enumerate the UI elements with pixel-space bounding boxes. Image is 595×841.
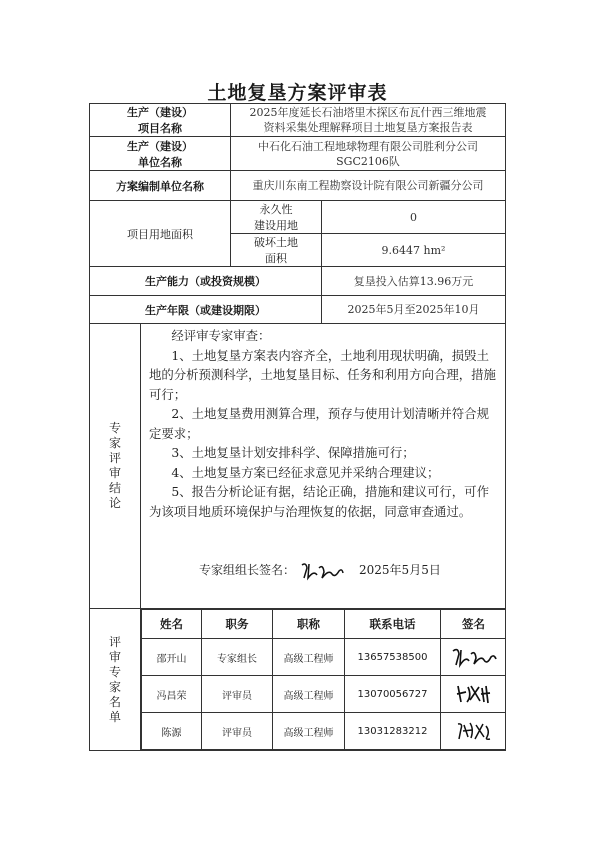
reviewer-name: 陈源 (142, 713, 202, 750)
period-value: 2025年5月至2025年10月 (322, 296, 506, 324)
row-conclusion (90, 324, 506, 609)
leader-sign-date: 2025年5月5日 (359, 563, 441, 578)
row-unit-name (90, 137, 506, 171)
project-name-label: 生产（建设） 项目名称 (90, 104, 231, 137)
conclusion-item-2: 2、土地复垦费用测算合理，预存与使用计划清晰并符合规定要求； (149, 406, 489, 441)
damaged-land-label: 破坏土地 面积 (231, 234, 322, 267)
conclusion-item-3: 3、土地复垦计划安排科学、保障措施可行； (171, 445, 415, 460)
capacity-value: 复垦投入估算13.96万元 (322, 267, 506, 296)
header-signature: 签名 (441, 610, 506, 639)
land-area-label: 项目用地面积 (90, 201, 231, 267)
table-row (142, 676, 506, 713)
row-reviewers (90, 609, 506, 751)
leader-sign-label: 专家组组长签名： (199, 563, 296, 578)
header-phone: 联系电话 (345, 610, 441, 639)
row-permanent-land (90, 201, 506, 234)
row-compiler (90, 171, 506, 201)
reviewer-phone: 13070056727 (345, 676, 441, 713)
signature-image (454, 719, 494, 743)
table-row (142, 713, 506, 750)
header-title: 职称 (273, 610, 345, 639)
conclusion-text (141, 324, 506, 609)
unit-name-value: 中石化石油工程地球物理有限公司胜利分公司 SGC2106队 (231, 137, 506, 171)
reviewer-title: 高级工程师 (273, 639, 345, 676)
compiler-value: 重庆川东南工程勘察设计院有限公司新疆分公司 (231, 171, 506, 201)
page-title: 土地复垦方案评审表 (207, 82, 388, 104)
conclusion-item-1: 1、土地复垦方案表内容齐全，土地利用现状明确，损毁土地的分析预测科学，土地复垦目标、任务和利用方向合理，措施可行； (149, 347, 496, 402)
reviewer-title: 高级工程师 (273, 676, 345, 713)
header-role: 职务 (202, 610, 273, 639)
conclusion-item-4: 4、土地复垦方案已经征求意见并采纳合理建议； (171, 464, 440, 480)
damaged-land-value: 9.6447 hm² (322, 234, 506, 267)
review-table (89, 103, 506, 751)
reviewer-signature (441, 713, 506, 750)
reviewer-name: 邵开山 (142, 639, 202, 676)
leader-signature (299, 560, 345, 582)
reviewer-name: 冯昌荣 (142, 676, 202, 713)
conclusion-intro: 经评审专家审查： (171, 328, 271, 343)
reviewer-phone: 13031283212 (345, 713, 441, 750)
reviewer-phone: 13657538500 (345, 639, 441, 676)
signature-image (450, 645, 498, 669)
reviewer-signature (441, 639, 506, 676)
table-row (142, 639, 506, 676)
reviewer-role: 专家组长 (202, 639, 273, 676)
reviewer-title: 高级工程师 (273, 713, 345, 750)
reviewers-header-row (142, 610, 506, 639)
signature-image (454, 682, 494, 706)
reviewers-table (141, 609, 506, 750)
leader-sign-row (199, 560, 441, 582)
conclusion-side-label: 专 家 评 审 结 论 (90, 324, 141, 609)
project-name-value: 2025年度延长石油塔里木探区布瓦什西三维地震 资料采集处理解释项目土地复垦方案报告表 (231, 104, 506, 137)
reviewers-side-label: 评 审 专 家 名 单 (90, 609, 141, 751)
row-period (90, 296, 506, 324)
unit-name-label: 生产（建设） 单位名称 (90, 137, 231, 171)
permanent-land-value: 0 (322, 201, 506, 234)
reviewer-role: 评审员 (202, 713, 273, 750)
reviewer-signature (441, 676, 506, 713)
reviewers-cell (141, 609, 506, 751)
row-project-name (90, 104, 506, 137)
header-name: 姓名 (142, 610, 202, 639)
compiler-label: 方案编制单位名称 (90, 171, 231, 201)
permanent-land-label: 永久性 建设用地 (231, 201, 322, 234)
row-capacity (90, 267, 506, 296)
conclusion-item-5: 5、报告分析论证有据，结论正确，措施和建议可行，可作为该项目地质环境保护与治理恢复的依据，同意审查通过。 (149, 484, 489, 519)
reviewer-role: 评审员 (202, 676, 273, 713)
capacity-label: 生产能力（或投资规模） (90, 267, 322, 296)
period-label: 生产年限（或建设期限） (90, 296, 322, 324)
